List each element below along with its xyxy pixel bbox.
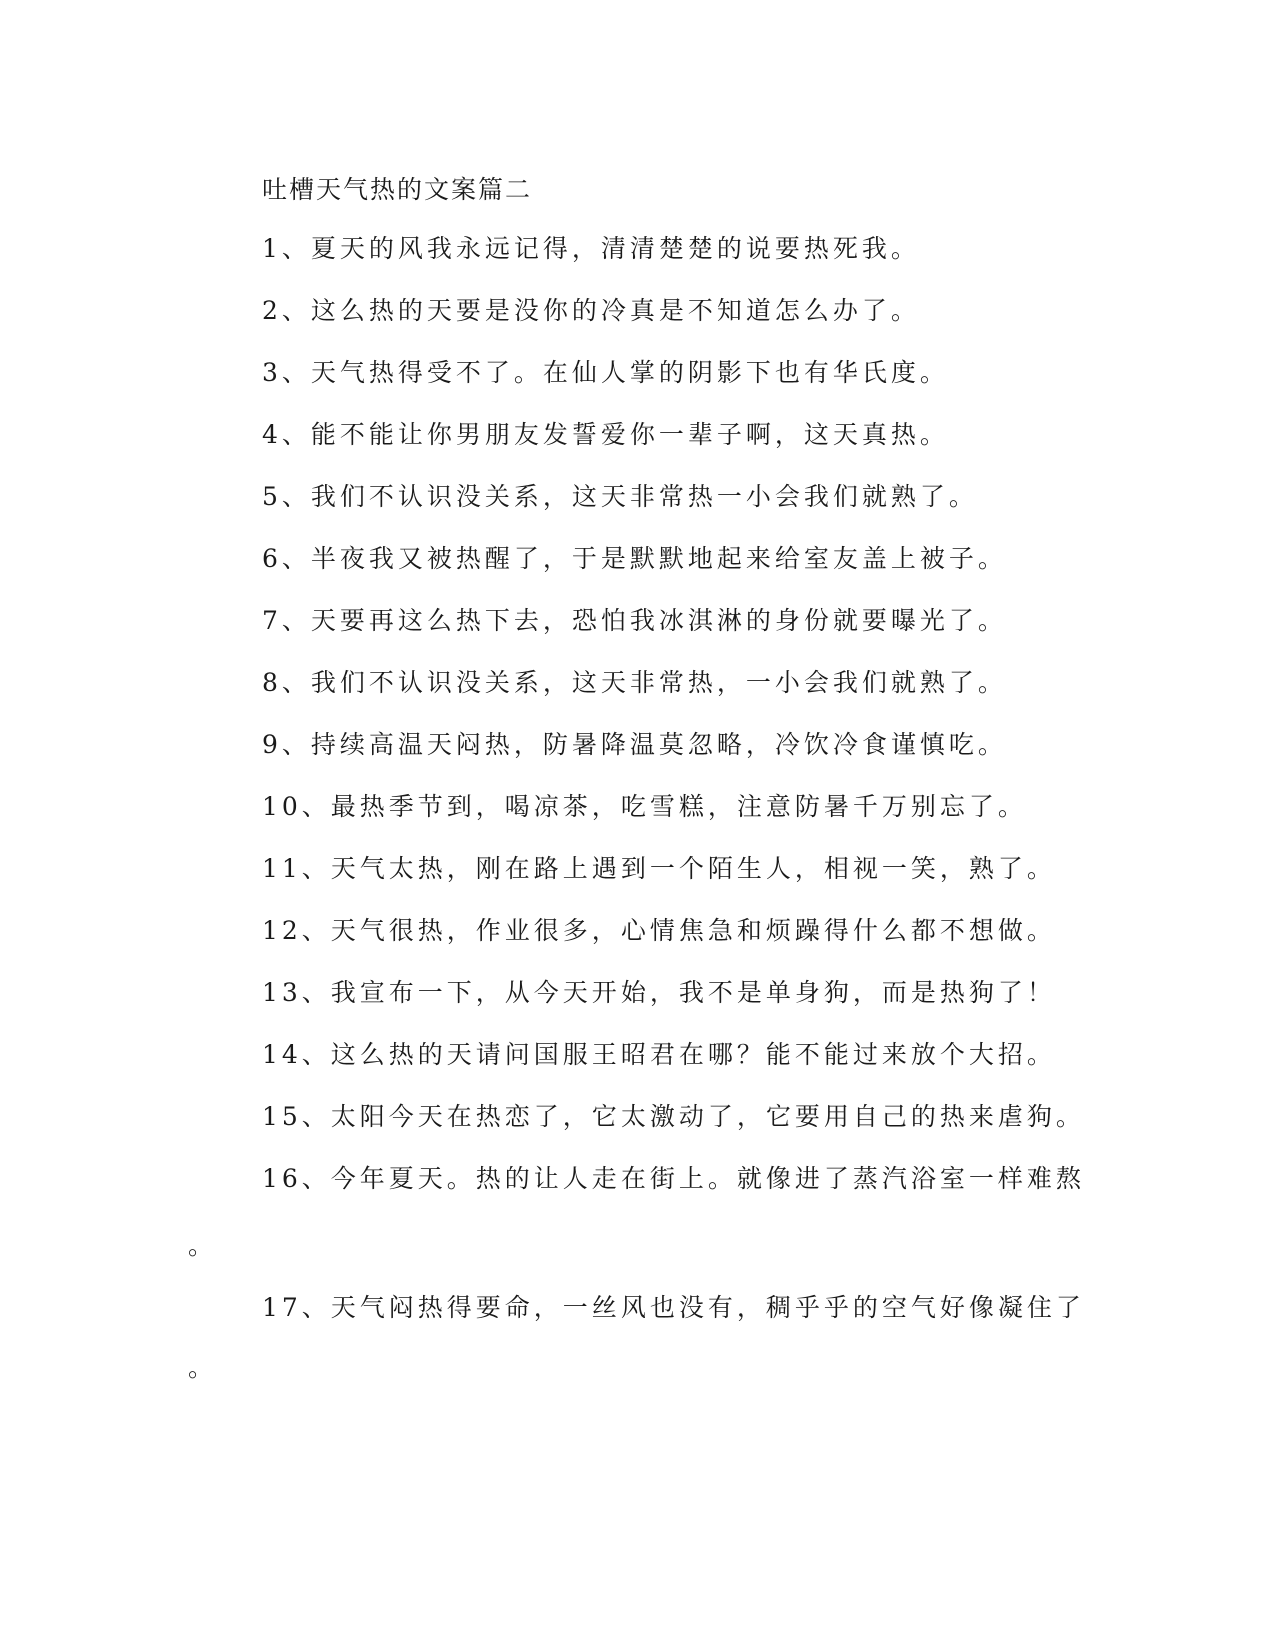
text-line-5: 5、我们不认识没关系，这天非常热一小会我们就熟了。 (262, 482, 978, 511)
text-line-14: 14、这么热的天请问国服王昭君在哪？能不能过来放个大招。 (262, 1040, 1056, 1069)
document-title: 吐槽天气热的文案篇二 (262, 175, 533, 204)
text-line-12: 12、天气很热，作业很多，心情焦急和烦躁得什么都不想做。 (262, 916, 1056, 945)
text-line-15: 15、太阳今天在热恋了，它太激动了，它要用自己的热来虐狗。 (262, 1102, 1085, 1131)
text-line-7: 7、天要再这么热下去，恐怕我冰淇淋的身份就要曝光了。 (262, 606, 1007, 635)
text-line-3: 3、天气热得受不了。在仙人掌的阴影下也有华氏度。 (262, 358, 949, 387)
text-line-13: 13、我宣布一下，从今天开始，我不是单身狗，而是热狗了！ (262, 978, 1056, 1007)
text-line-17: 17、天气闷热得要命，一丝风也没有，稠乎乎的空气好像凝住了 (262, 1293, 1085, 1322)
text-line-6: 6、半夜我又被热醒了，于是默默地起来给室友盖上被子。 (262, 544, 1007, 573)
text-line-9: 9、持续高温天闷热，防暑降温莫忽略，冷饮冷食谨慎吃。 (262, 730, 1007, 759)
text-line-11: 11、天气太热，刚在路上遇到一个陌生人，相视一笑，熟了。 (262, 854, 1056, 883)
text-line-17-wrap: 。 (188, 1353, 214, 1382)
text-line-1: 1、夏天的风我永远记得，清清楚楚的说要热死我。 (262, 234, 920, 263)
text-line-list (262, 229, 1142, 1221)
text-line-16-wrap: 。 (188, 1231, 214, 1260)
text-line-8: 8、我们不认识没关系，这天非常热，一小会我们就熟了。 (262, 668, 1007, 697)
text-line-16: 16、今年夏天。热的让人走在街上。就像进了蒸汽浴室一样难熬 (262, 1164, 1085, 1193)
text-line-10: 10、最热季节到，喝凉茶，吃雪糕，注意防暑千万别忘了。 (262, 792, 1027, 821)
text-line-2: 2、这么热的天要是没你的冷真是不知道怎么办了。 (262, 296, 920, 325)
text-line-4: 4、能不能让你男朋友发誓爱你一辈子啊，这天真热。 (262, 420, 949, 449)
